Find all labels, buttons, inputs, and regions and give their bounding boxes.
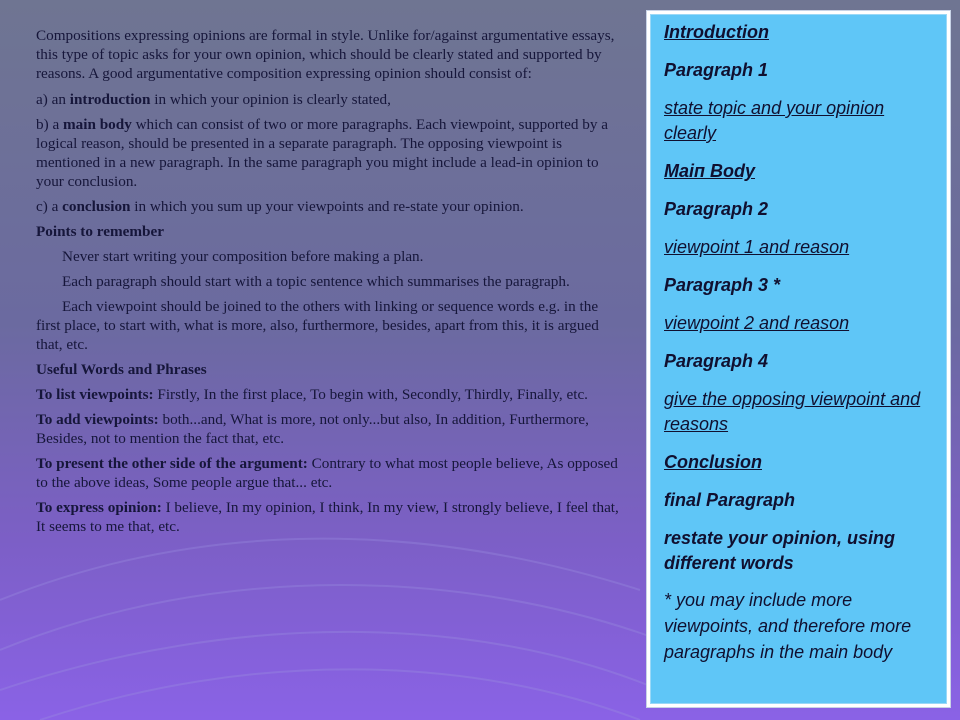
phrase-item [36, 385, 626, 404]
phrase-text: I believe, In my opinion, I think, In my view, I strongly believe, I feel that, It seems to me that, etc. [36, 499, 619, 535]
phrase-label: To present the other side of the argument: [36, 455, 308, 472]
conclusion-heading: Conclusion [664, 452, 762, 472]
point-item: Each viewpoint should be joined to the others with linking or sequence words e.g. in the first place, to start with, what is more, also, furthermore, besides, apart from this, it is argued that, etc. [36, 298, 599, 353]
main-body-heading: Maiп Body [664, 161, 756, 181]
points-heading-text: Points to remember [36, 223, 164, 240]
item-c [36, 197, 626, 216]
item-b-bold: main body [63, 116, 132, 133]
item-a [36, 90, 626, 109]
item-a-prefix: a) an [36, 91, 70, 108]
essay-structure-panel [647, 11, 950, 707]
paragraph-1-description: state topic and your opinion clearly [664, 98, 885, 143]
point-item: Each paragraph should start with a topic sentence which summarises the paragraph. [62, 273, 570, 290]
intro-paragraph: Compositions expressing opinions are formal in style. Unlike for/against argumentative essays, this type of topic asks for your own opinion, which should be clearly stated and supported by reasons. A good argumentative composition expressing opinion should consist of: [36, 27, 615, 82]
item-a-rest: in which your opinion is clearly stated, [150, 91, 391, 108]
point-item: Never start writing your composition before making a plan. [62, 248, 424, 265]
item-b [36, 115, 626, 191]
paragraph-4-description: give the opposing viewpoint and reasons [664, 389, 921, 434]
useful-heading-text: Useful Words and Phrases [36, 361, 207, 378]
phrase-item [36, 498, 626, 536]
phrase-label: To add viewpoints: [36, 411, 159, 428]
final-paragraph-heading: final Paragraph [664, 490, 796, 510]
paragraph-3-description: viewpoint 2 and reason [664, 313, 850, 333]
phrase-text: Firstly, In the first place, To begin with, Secondly, Thirdly, Finally, etc. [153, 386, 588, 403]
paragraph-1-heading: Paragraph 1 [664, 60, 769, 80]
paragraph-2-heading: Paragraph 2 [664, 199, 769, 219]
phrase-label: To list viewpoints: [36, 386, 154, 403]
introduction-heading: Introduction [664, 22, 769, 42]
phrase-label: To express opinion: [36, 499, 162, 516]
item-b-prefix: b) a [36, 116, 63, 133]
phrase-text: both...and, What is more, not only...but also, In addition, Furthermore, Besides, not to mention the fact that, etc. [36, 411, 589, 447]
phrase-text: Contrary to what most people believe, As opposed to the above ideas, Some people argue that... etc. [36, 455, 618, 491]
item-c-prefix: c) a [36, 198, 63, 215]
useful-heading [36, 360, 626, 379]
phrase-item [36, 454, 626, 492]
item-c-bold: conclusion [62, 198, 131, 215]
item-b-rest: which can consist of two or more paragraphs. Each viewpoint, supported by a logical reason, should be presented in a separate paragraph. The opposing viewpoint is mentioned in a new paragraph. In the same paragraph you might include a lead-in opinion to your conclusion. [36, 116, 608, 190]
phrase-item [36, 410, 626, 448]
note-text: * you may include more viewpoints, and therefore more paragraphs in the main body [664, 590, 912, 662]
composition-guide-text [36, 26, 626, 542]
paragraph-2-description: viewpoint 1 and reason [664, 237, 850, 257]
points-heading [36, 222, 626, 241]
item-a-bold: introduction [69, 91, 151, 108]
final-paragraph-description: restate your opinion, using different words [664, 528, 896, 573]
paragraph-4-heading: Paragraph 4 [664, 351, 769, 371]
paragraph-3-heading: Paragraph 3 * [664, 275, 781, 295]
item-c-rest: in which you sum up your viewpoints and re-state your opinion. [130, 198, 524, 215]
